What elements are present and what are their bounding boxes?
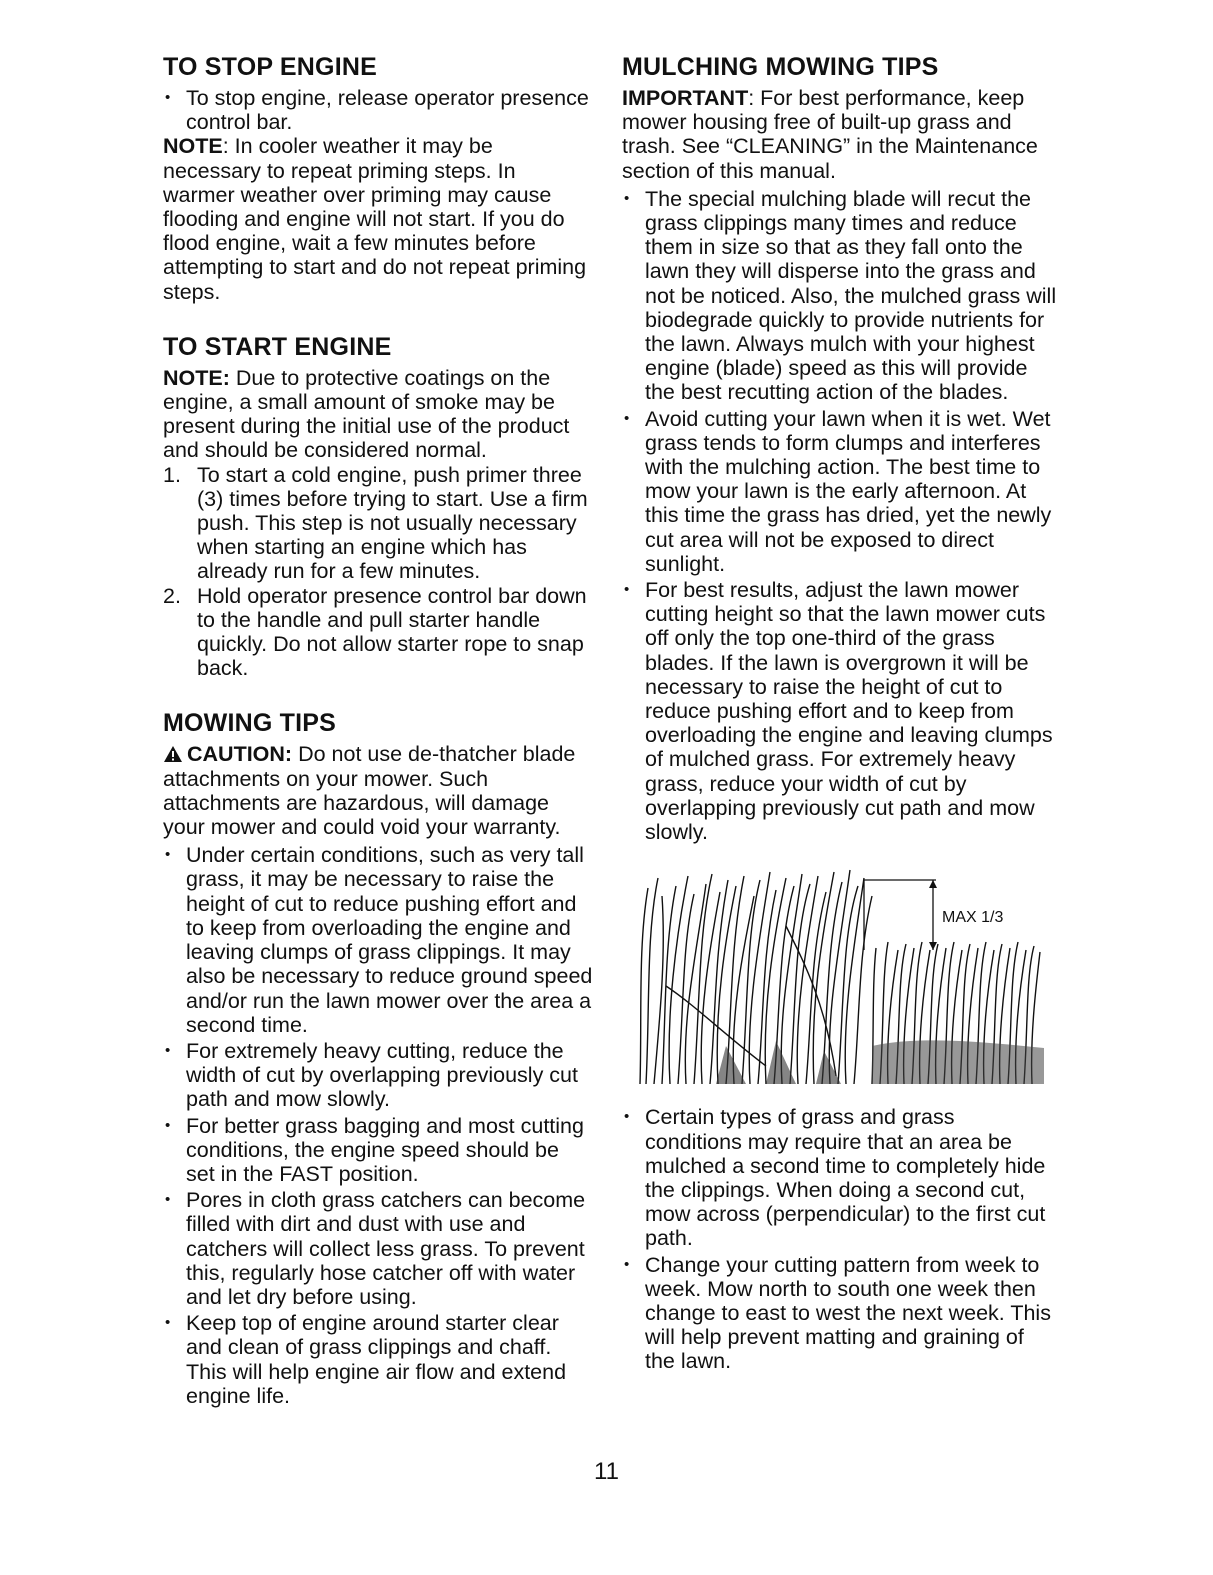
mowing-tips-bullets xyxy=(163,843,593,1408)
section-mulching-tips xyxy=(622,52,1057,1374)
right-column xyxy=(622,52,1057,1374)
step-number: 2. xyxy=(163,583,181,608)
caution-text: Do not use de-thatcher blade attachments on your mower. Such attachments are hazardous, will damage your mower and could void your warranty. xyxy=(163,742,576,840)
list-item: • Avoid cutting your lawn when it is wet. Wet grass tends to form clumps and interferes with the mulching action. The best time to mow your lawn is the early afternoon. At this time the grass has dried, yet the newly cut area will not be exposed to direct sunlight. xyxy=(622,407,1057,576)
list-item: • For better grass bagging and most cutting conditions, the engine speed should be set in the FAST position. xyxy=(163,1114,593,1187)
note-label: NOTE: xyxy=(163,365,230,390)
important-text: : For best performance, keep mower housing free of built-up grass and trash. See “CLEANING” in the Maintenance section of this manual. xyxy=(622,86,1038,183)
list-item: • For best results, adjust the lawn mower cutting height so that the lawn mower cuts off only the top one-third of the grass blades. If the lawn is overgrown it will be necessary to raise the height of cut to reduce pushing effort and to keep from overloading the engine and leaving clumps of mulched grass. For extremely heavy grass, reduce your width of cut by overlapping previously cut path and mow slowly. xyxy=(622,578,1057,844)
list-item: • To stop engine, release operator presence control bar. xyxy=(163,86,593,134)
caution-label-wrap xyxy=(163,742,292,766)
list-item xyxy=(163,463,593,584)
important-paragraph xyxy=(622,86,1057,183)
start-engine-note xyxy=(163,366,593,463)
note-label: NOTE xyxy=(163,134,223,159)
section-stop-engine xyxy=(163,52,593,304)
list-item: • Certain types of grass and grass conditions may require that an area be mulched a second time to completely hide the clippings. When doing a second cut, mow across (perpendicular) to the first cut path. xyxy=(622,1105,1057,1250)
list-item: • The special mulching blade will recut the grass clippings many times and reduce them in size so that as they fall onto the lawn they will disperse into the grass and not be noticed. Also, the mulched grass will biodegrade quickly to provide nutrients for the lawn. Always mulch with your highest engine (blade) speed as this will provide the best recutting action of the blades. xyxy=(622,187,1057,405)
heading-mulching-tips: MULCHING MOWING TIPS xyxy=(622,53,939,81)
section-mowing-tips xyxy=(163,708,593,1407)
important-label: IMPORTANT xyxy=(622,86,749,110)
step-text: To start a cold engine, push primer three (3) times before trying to start. Use a firm push. This step is not usually necessary when starting an engine which has already run for a few minutes. xyxy=(197,462,588,584)
section-start-engine xyxy=(163,332,593,681)
note-text: : In cooler weather it may be necessary to repeat priming steps. In warmer weather over priming may cause flooding and engine will not start. If you do flood engine, wait a few minutes before attempting to start and do not repeat priming steps. xyxy=(163,134,587,304)
mulching-bullets-after xyxy=(622,1105,1057,1373)
list-item xyxy=(163,584,593,681)
mulching-bullets xyxy=(622,187,1057,844)
grass-cut-height-illustration xyxy=(636,866,1046,1086)
stop-engine-bullets xyxy=(163,86,593,134)
caution-label: CAUTION: xyxy=(187,742,293,767)
start-engine-steps xyxy=(163,463,593,681)
list-item: • Change your cutting pattern from week to week. Mow north to south one week then change to east to west the next week. This will help prevent matting and graining of the lawn. xyxy=(622,1253,1057,1374)
heading-mowing-tips: MOWING TIPS xyxy=(163,709,337,738)
heading-start-engine: TO START ENGINE xyxy=(163,332,392,361)
stop-engine-note xyxy=(163,134,593,303)
max-cut-label: MAX 1/3 xyxy=(942,909,1004,927)
step-number: 1. xyxy=(163,462,181,487)
note-text: Due to protective coatings on the engine, a small amount of smoke may be present during the initial use of the product and should be considered normal. xyxy=(163,365,570,463)
list-item: • For extremely heavy cutting, reduce the width of cut by overlapping previously cut path and mow slowly. xyxy=(163,1039,593,1112)
list-item: • Under certain conditions, such as very tall grass, it may be necessary to raise the height of cut to reduce pushing effort and to keep from overloading the engine and leaving clumps of grass clippings. It may also be necessary to reduce ground speed and/or run the lawn mower over the area a second time. xyxy=(163,843,593,1037)
caution-paragraph xyxy=(163,742,593,839)
step-text: Hold operator presence control bar down to the handle and pull starter handle quickly. Do not allow starter rope to snap back. xyxy=(197,583,587,681)
page-number: 11 xyxy=(594,1458,619,1485)
list-item: • Pores in cloth grass catchers can become filled with dirt and dust with use and catchers will collect less grass. To prevent this, regularly hose catcher off with water and let dry before using. xyxy=(163,1188,593,1309)
left-column xyxy=(163,52,593,1436)
warning-triangle-icon xyxy=(163,745,183,763)
list-item: • Keep top of engine around starter clear and clean of grass clippings and chaff. This will help engine air flow and extend engine life. xyxy=(163,1311,593,1408)
heading-stop-engine: TO STOP ENGINE xyxy=(163,53,377,81)
